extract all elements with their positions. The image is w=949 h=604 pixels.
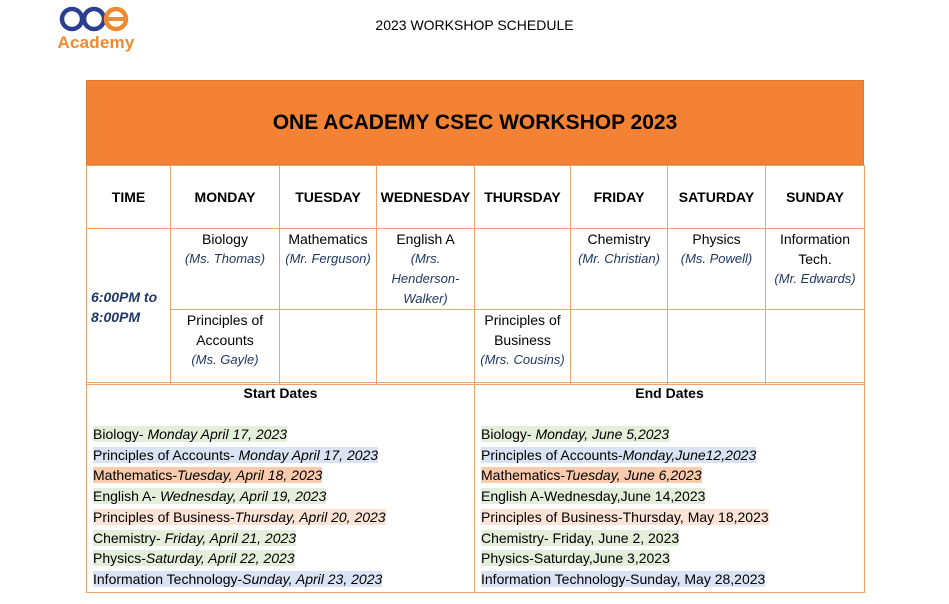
- session-cell: [377, 229, 475, 310]
- teacher: (Mr. Edwards): [774, 271, 856, 286]
- date-entry: [481, 445, 858, 466]
- course-date: Monday April 17, 2023: [147, 426, 288, 442]
- column-header: TUESDAY: [280, 166, 377, 229]
- end-dates-heading: End Dates: [635, 385, 704, 401]
- date-entry-text: [93, 467, 322, 483]
- subject: Mathematics: [288, 231, 368, 247]
- schedule-row: [87, 229, 865, 310]
- date-entry-text: [481, 530, 679, 546]
- column-header: THURSDAY: [475, 166, 571, 229]
- session-cell: [766, 229, 865, 310]
- date-entry: [93, 486, 468, 507]
- subject: Chemistry: [587, 231, 651, 247]
- date-entry: [481, 465, 858, 486]
- start-dates-list: [93, 424, 468, 590]
- column-header: TIME: [87, 166, 171, 229]
- course-date: Monday April 17, 2023: [238, 446, 379, 463]
- course-label: Mathematics-: [481, 467, 566, 484]
- course-date: Tuesday, April 18, 2023: [177, 467, 323, 484]
- course-label: Physics-: [93, 550, 146, 567]
- date-entry: [481, 528, 858, 549]
- end-dates-list: [481, 424, 858, 590]
- course-label: English A-: [93, 488, 160, 505]
- course-date: Tuesday, June 6,2023: [565, 467, 702, 484]
- session-cell: [171, 310, 280, 385]
- course-label: Information Technology-: [93, 570, 243, 587]
- teacher: (Mrs. Cousins): [480, 352, 565, 367]
- date-entry-text: [481, 426, 669, 442]
- course-label: Information Technology-Sunday, May 28,2023: [481, 570, 766, 587]
- date-entry-text: [93, 509, 386, 525]
- session-cell: [668, 229, 766, 310]
- document-title: 2023 WORKSHOP SCHEDULE: [375, 17, 574, 33]
- course-label: Principles of Accounts-: [93, 446, 239, 463]
- subject: Information Tech.: [779, 231, 851, 267]
- teacher: (Mr. Christian): [578, 251, 660, 266]
- course-label: Physics-Saturday,June 3,2023: [481, 550, 670, 567]
- session-cell: [668, 310, 766, 385]
- session-cell: [280, 310, 377, 385]
- teacher: (Ms. Gayle): [191, 352, 259, 367]
- date-entry: [481, 569, 858, 590]
- course-label: Principles of Business-Thursday, May 18,2023: [481, 508, 769, 525]
- course-date: Monday, June 5,2023: [535, 426, 670, 442]
- course-label: Biology-: [93, 426, 148, 442]
- date-entry: [93, 424, 468, 445]
- course-label: English A-Wednesday,June 14,2023: [481, 488, 706, 505]
- column-header: FRIDAY: [571, 166, 668, 229]
- logo-text: Academy: [57, 33, 135, 52]
- date-entry-text: [93, 530, 296, 546]
- teacher: (Mrs. Henderson-Walker): [391, 251, 460, 306]
- course-date: Wednesday, April 19, 2023: [159, 488, 327, 505]
- date-entry: [93, 445, 468, 466]
- date-entry-text: [93, 488, 326, 504]
- date-entry: [93, 507, 468, 528]
- course-label: Chemistry- Friday, June 2, 2023: [481, 529, 680, 546]
- start-dates-section: [87, 383, 475, 593]
- subject: English A: [396, 231, 455, 247]
- schedule-table: [86, 165, 865, 385]
- date-entry-text: [481, 467, 702, 483]
- course-label: Mathematics-: [93, 467, 178, 484]
- column-header: WEDNESDAY: [377, 166, 475, 229]
- date-entry-text: [481, 488, 705, 504]
- date-entry-text: [481, 509, 769, 525]
- course-date: Saturday, April 22, 2023: [145, 550, 295, 567]
- date-entry-text: [93, 550, 295, 566]
- column-header: MONDAY: [171, 166, 280, 229]
- teacher: (Ms. Powell): [680, 251, 753, 266]
- date-entry-text: [481, 571, 765, 587]
- course-date: Thursday, April 20, 2023: [234, 508, 386, 525]
- end-dates-section: [475, 383, 865, 593]
- date-entry: [93, 465, 468, 486]
- subject: Physics: [692, 231, 741, 247]
- column-header: SATURDAY: [668, 166, 766, 229]
- course-label: Chemistry-: [93, 529, 165, 546]
- course-label: Principles of Accounts-: [481, 446, 623, 463]
- session-cell: [377, 310, 475, 385]
- start-dates-heading: Start Dates: [243, 385, 318, 401]
- date-entry: [93, 528, 468, 549]
- subject: Principles of Business: [484, 312, 561, 348]
- session-cell: [571, 229, 668, 310]
- time-slot: 6:00PM to 8:00PM: [87, 229, 171, 385]
- course-date: Monday,June12,2023: [622, 446, 757, 463]
- session-cell: [475, 229, 571, 310]
- date-entry: [481, 424, 858, 445]
- date-entry-text: [481, 447, 756, 463]
- date-entry-text: [93, 571, 382, 587]
- dates-table: [86, 382, 865, 593]
- date-entry-text: [93, 447, 378, 463]
- column-header: SUNDAY: [766, 166, 865, 229]
- date-entry: [481, 507, 858, 528]
- date-entry: [481, 486, 858, 507]
- session-cell: [171, 229, 280, 310]
- schedule-header-row: [87, 166, 865, 229]
- subject: Biology: [202, 231, 248, 247]
- teacher: (Ms. Thomas): [184, 251, 266, 266]
- date-entry: [93, 548, 468, 569]
- teacher: (Mr. Ferguson): [285, 251, 371, 266]
- session-cell: [280, 229, 377, 310]
- date-entry: [481, 548, 858, 569]
- session-cell: [475, 310, 571, 385]
- date-entry: [93, 569, 468, 590]
- session-cell: [766, 310, 865, 385]
- course-date: Sunday, April 23, 2023: [242, 570, 383, 587]
- course-label: Principles of Business-: [93, 508, 235, 525]
- schedule-banner: ONE ACADEMY CSEC WORKSHOP 2023: [86, 80, 864, 165]
- date-entry-text: [93, 426, 287, 442]
- subject: Principles of Accounts: [186, 312, 264, 348]
- course-label: Biology-: [481, 426, 536, 442]
- session-cell: [571, 310, 668, 385]
- date-entry-text: [481, 550, 670, 566]
- schedule-row: [87, 310, 865, 385]
- course-date: Friday, April 21, 2023: [164, 529, 297, 546]
